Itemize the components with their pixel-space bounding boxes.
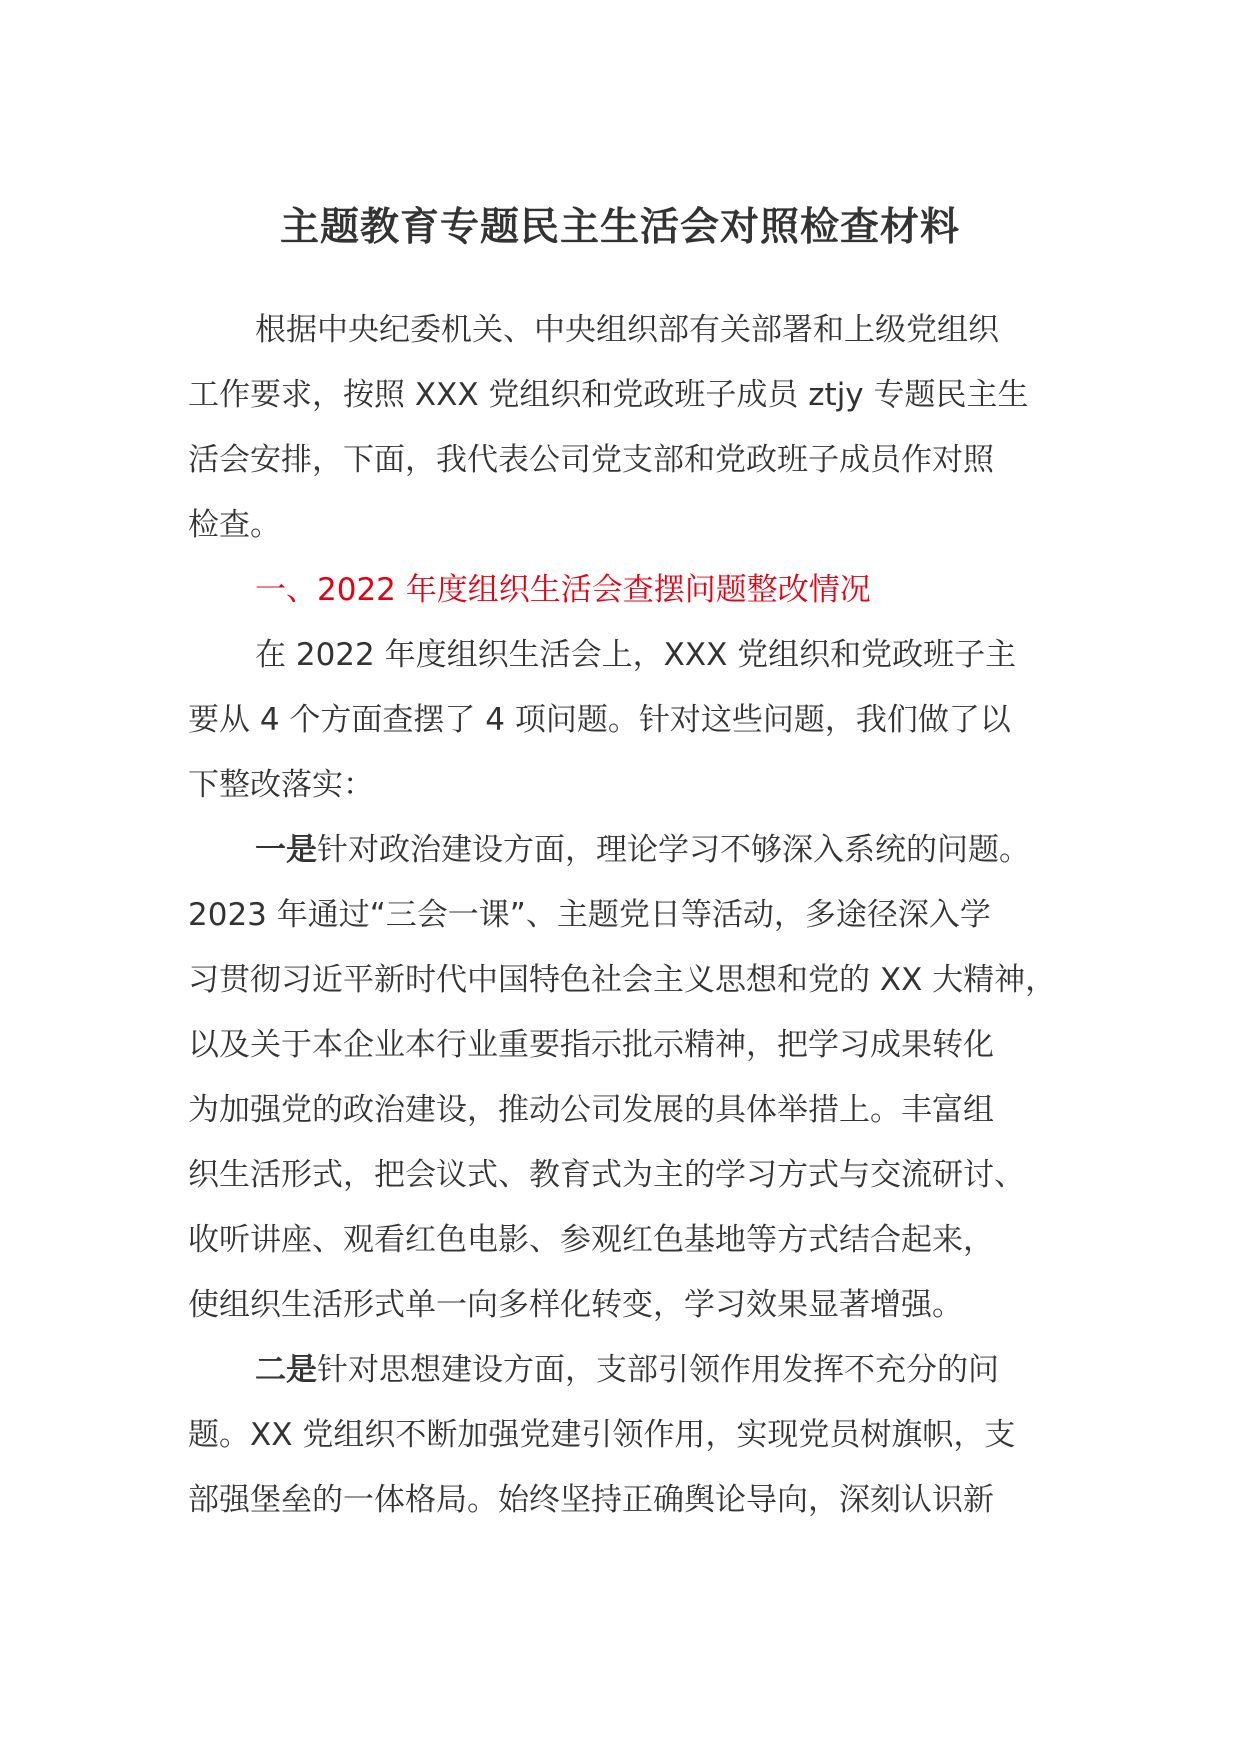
item-lead: 二是 [255,1352,317,1388]
section-heading: 一、2022 年度组织生活会查摆问题整改情况 [255,572,871,608]
item-first-line [188,1338,1078,1403]
item-line: 2023 年通过“三会一课”、主题党日等活动，多途径深入学 [188,897,991,933]
item-line: 以及关于本企业本行业重要指示批示精神，把学习成果转化 [188,1027,994,1063]
item-line: 部强堡垒的一体格局。始终坚持正确舆论导向，深刻认识新 [188,1482,994,1518]
item-first-line-text: 针对思想建设方面，支部引领作用发挥不充分的问 [317,1352,999,1388]
item-line: 为加强党的政治建设，推动公司发展的具体举措上。丰富组 [188,1092,994,1128]
item-line: 题。XX 党组织不断加强党建引领作用，实现党员树旗帜，支 [188,1417,1016,1453]
intro-line: 根据中央纪委机关、中央组织部有关部署和上级党组织 [255,312,999,348]
item-line: 习贯彻习近平新时代中国特色社会主义思想和党的 XX 大精神， [188,962,1057,998]
intro-line: 检查。 [188,507,281,543]
intro-line: 工作要求，按照 XXX 党组织和党政班子成员 ztjy 专题民主生 [188,377,1029,413]
item-line: 织生活形式，把会议式、教育式为主的学习方式与交流研讨、 [188,1157,1025,1193]
item-first-line-text: 针对政治建设方面，理论学习不够深入系统的问题。 [317,832,1030,868]
item-lead: 一是 [255,832,317,868]
document-body [188,298,1078,1533]
section-paragraph-line: 在 2022 年度组织生活会上，XXX 党组织和党政班子主 [255,637,1017,673]
item-first-line [188,818,1078,883]
item-line: 使组织生活形式单一向多样化转变，学习效果显著增强。 [188,1287,963,1323]
document-title: 主题教育专题民主生活会对照检查材料 [279,205,960,250]
item-line: 收听讲座、观看红色电影、参观红色基地等方式结合起来， [188,1222,994,1258]
section-paragraph-line: 下整改落实： [188,767,374,803]
section-paragraph-line: 要从 4 个方面查摆了 4 项问题。针对这些问题，我们做了以 [188,702,1011,738]
intro-line: 活会安排，下面，我代表公司党支部和党政班子成员作对照 [188,442,994,478]
